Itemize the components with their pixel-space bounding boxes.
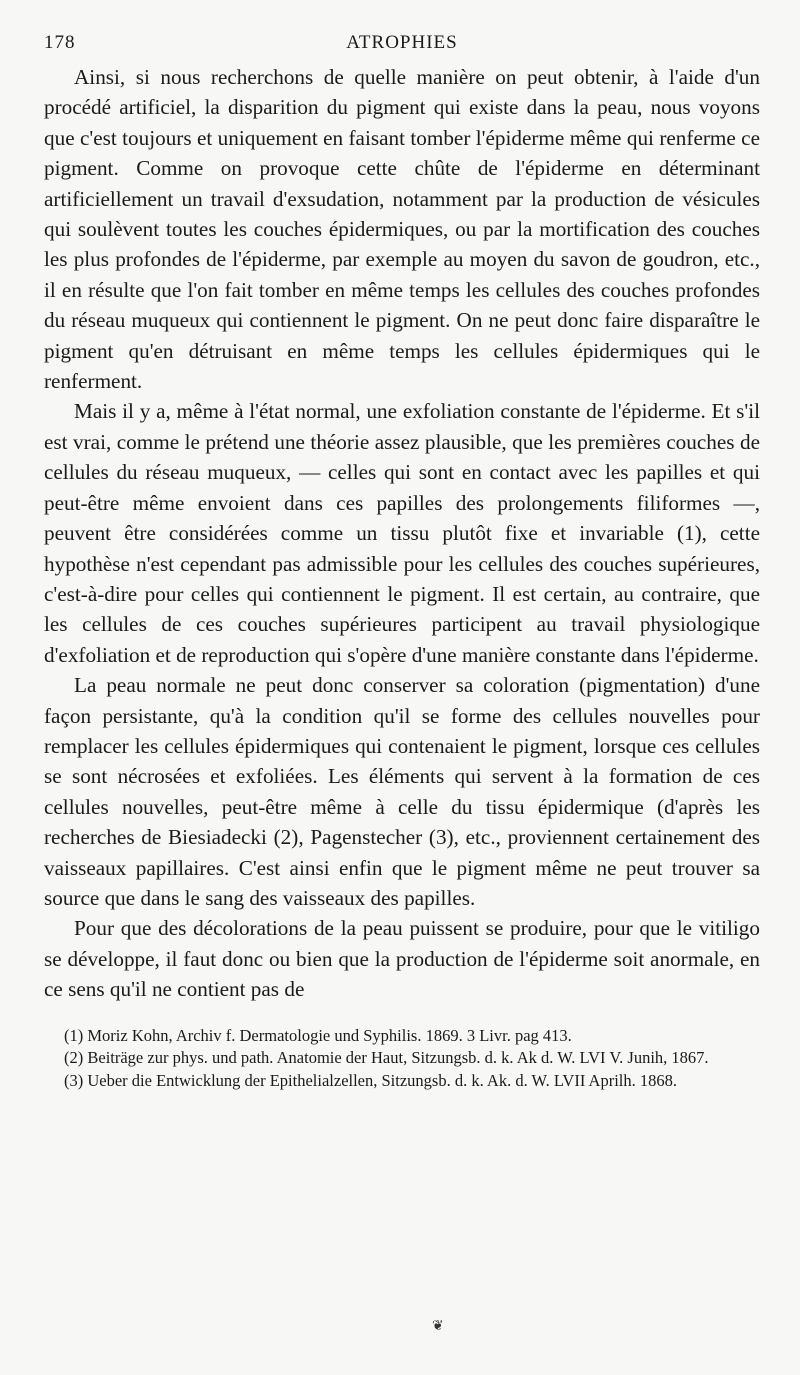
page-number: 178	[44, 32, 76, 53]
footnotes	[44, 1025, 760, 1093]
footnote: (3) Ueber die Entwicklung der Epithelialzellen, Sitzungsb. d. k. Ak. d. W. LVII Aprilh. 1868.	[64, 1070, 677, 1090]
ink-mark: ❦	[432, 1319, 444, 1334]
paragraph: Mais il y a, même à l'état normal, une exfoliation constante de l'épiderme. Et s'il est vrai, comme le prétend une théorie assez plausible, que les premières couches de cellules du réseau muqueux, — celles qui sont en contact avec les papilles et qui peut-être même envoient dans ces papilles des prolongements filiformes —, peuvent être considérées comme un tissu plutôt fixe et invariable (1), cette hypothèse n'est cependant pas admissible pour les cellules des couches supérieures, c'est-à-dire pour celles qui contiennent le pigment. Il est certain, au contraire, que les cellules de ces couches supérieures participent au travail physiologique d'exfoliation et de reproduction qui s'opère d'une manière constante dans l'épiderme.	[44, 399, 760, 667]
body-text	[44, 62, 760, 1005]
paragraph: Pour que des décolorations de la peau puissent se produire, pour que le vitiligo se développe, il faut donc ou bien que la production de l'épiderme soit anormale, en ce sens qu'il ne contient pas de	[44, 916, 760, 1002]
footnote: (2) Beiträge zur phys. und path. Anatomie der Haut, Sitzungsb. d. k. Ak d. W. LVI V. Junih, 1867.	[64, 1048, 709, 1068]
running-title: ATROPHIES	[346, 32, 458, 53]
paragraph: Ainsi, si nous recherchons de quelle manière on peut obtenir, à l'aide d'un procédé artificiel, la disparition du pigment qui existe dans la peau, nous voyons que c'est toujours et uniquement en faisant tomber l'épiderme même qui renferme ce pigment. Comme on provoque cette chûte de l'épiderme en déterminant artificiellement un travail d'exsudation, notamment par la production de vésicules qui soulèvent toutes les couches épidermiques, ou par la mortification des couches les plus profondes de l'épiderme, par exemple au moyen du savon de goudron, etc., il en résulte que l'on fait tomber en même temps les cellules des couches profondes du réseau muqueux qui contiennent le pigment. On ne peut donc faire disparaître le pigment qu'en détruisant en même temps les cellules épidermiques qui le renferment.	[44, 65, 760, 394]
paragraph: La peau normale ne peut donc conserver sa coloration (pigmentation) d'une façon persistante, qu'à la condition qu'il se forme des cellules nouvelles pour remplacer les cellules épidermiques qui contenaient le pigment, lorsque ces cellules se sont nécrosées et exfoliées. Les éléments qui servent à la formation de ces cellules nouvelles, peut-être même à celle du tissu épidermique (d'après les recherches de Biesiadecki (2), Pagenstecher (3), etc., proviennent certainement des vaisseaux papillaires. C'est ainsi enfin que le pigment même ne peut trouver sa source que dans le sang des vaisseaux des papilles.	[44, 673, 760, 910]
page-header	[44, 28, 760, 62]
footnote: (1) Moriz Kohn, Archiv f. Dermatologie und Syphilis. 1869. 3 Livr. pag 413.	[64, 1025, 572, 1045]
